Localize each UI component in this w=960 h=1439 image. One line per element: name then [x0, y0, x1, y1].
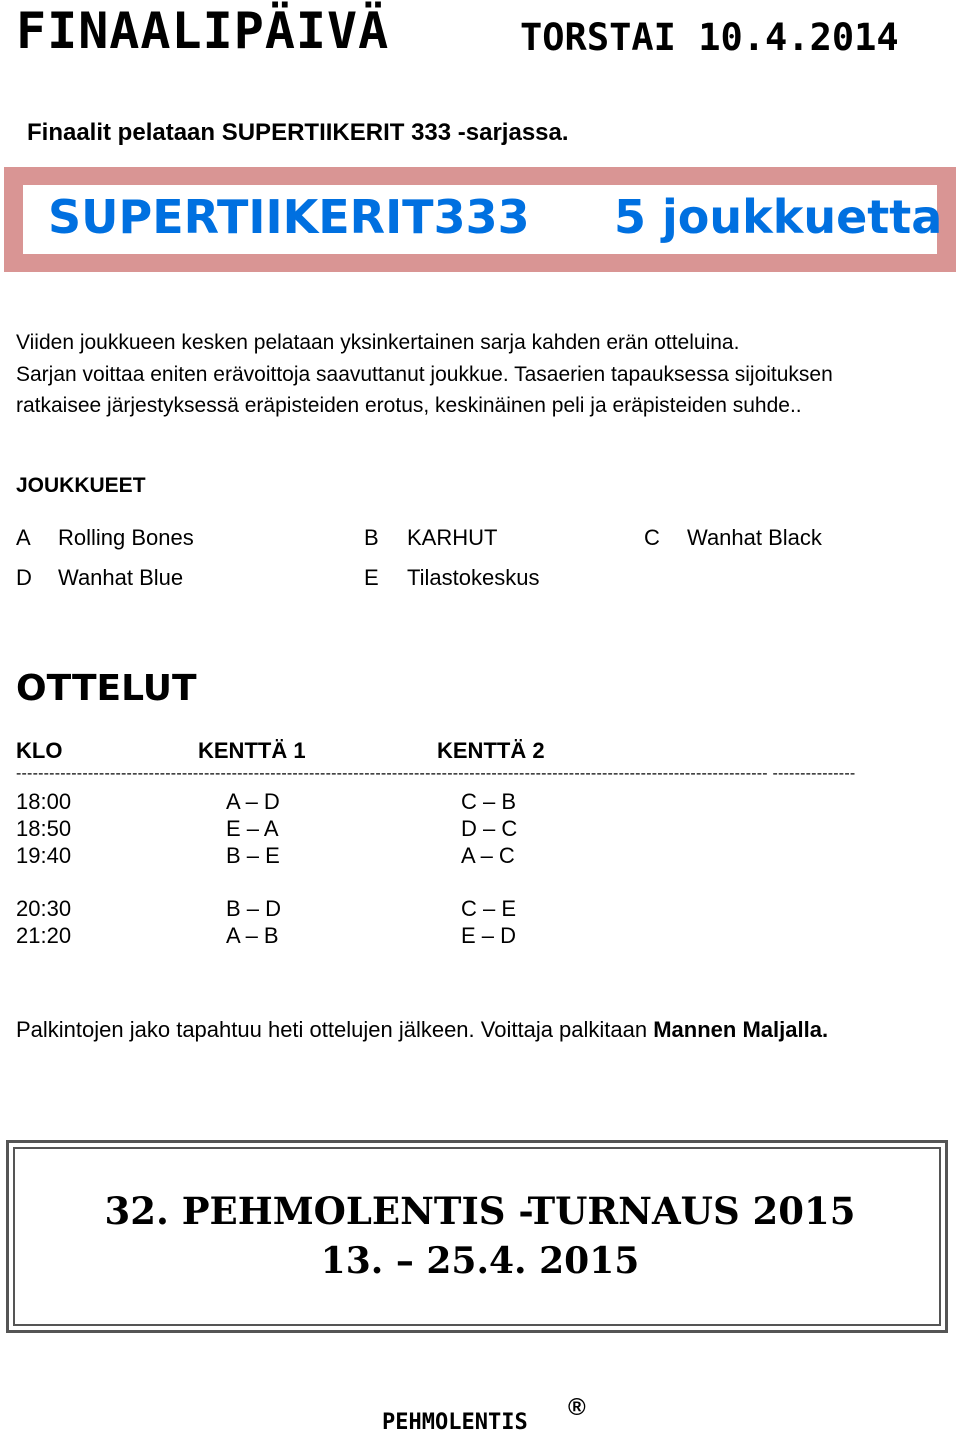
team-letter: B — [364, 525, 379, 550]
tournament-frame — [6, 1140, 948, 1333]
team-count: 5 joukkuetta — [614, 190, 943, 244]
brand-logo: PEHMOLENTIS — [382, 1410, 528, 1435]
trophy-name: Mannen Maljalla. — [653, 1017, 829, 1042]
teams-heading: JOUKKUEET — [16, 474, 146, 497]
team-name: Tilastokeskus — [407, 565, 540, 590]
team-name: Rolling Bones — [58, 525, 194, 550]
prize-text — [16, 1017, 828, 1043]
team-letter: A — [16, 525, 31, 550]
intro-text: Finaalit pelataan SUPERTIIKERIT 333 -sarjassa. — [27, 119, 569, 146]
rules-line-1: Viiden joukkueen kesken pelataan yksinkertainen sarja kahden erän otteluina. — [16, 331, 740, 354]
team-name: Wanhat Black — [687, 525, 822, 550]
match-field1: B – D — [226, 896, 282, 921]
match-field1: A – D — [226, 789, 280, 814]
match-field1: A – B — [226, 923, 279, 948]
match-time: 20:30 — [16, 896, 72, 921]
series-name: SUPERTIIKERIT333 — [48, 190, 530, 244]
rules-line-3: ratkaisee järjestyksessä eräpisteiden erotus, keskinäinen peli ja eräpisteiden suhde.. — [16, 394, 802, 417]
team-letter: D — [16, 565, 32, 590]
match-field2: C – B — [461, 789, 517, 814]
team-name: Wanhat Blue — [58, 565, 184, 590]
match-field1: E – A — [226, 816, 279, 841]
team-letter: C — [644, 525, 660, 550]
prize-sentence: Palkintojen jako tapahtuu heti ottelujen jälkeen. Voittaja palkitaan — [16, 1017, 654, 1042]
team-letter: E — [364, 565, 379, 590]
match-time: 18:50 — [16, 816, 72, 841]
match-field2: E – D — [461, 923, 517, 948]
event-date: TORSTAI 10.4.2014 — [520, 16, 899, 59]
tournament-frame-inner — [13, 1147, 941, 1326]
column-header-field1: KENTTÄ 1 — [198, 738, 306, 763]
tournament-dates: 13. – 25.4. 2015 — [320, 1240, 640, 1282]
match-time: 19:40 — [16, 843, 72, 868]
table-separator: ---------------------------------------------------------------------------------------------------------------------------------------- --------------- — [16, 765, 856, 782]
match-field2: D – C — [461, 816, 518, 841]
match-time: 18:00 — [16, 789, 72, 814]
registered-mark: ® — [568, 1394, 586, 1421]
match-field2: A – C — [461, 843, 515, 868]
match-field2: C – E — [461, 896, 517, 921]
rules-line-2: Sarjan voittaa eniten erävoittoja saavuttanut joukkue. Tasaerien tapauksessa sijoituksen — [16, 363, 833, 386]
column-header-field2: KENTTÄ 2 — [437, 738, 545, 763]
team-name: KARHUT — [407, 525, 498, 550]
column-header-time: KLO — [16, 738, 63, 763]
match-field1: B – E — [226, 843, 280, 868]
match-time: 21:20 — [16, 923, 72, 948]
matches-heading: OTTELUT — [16, 668, 197, 709]
page-title: FINAALIPÄIVÄ — [16, 2, 390, 60]
tournament-name: 32. PEHMOLENTIS -TURNAUS 2015 — [104, 1189, 856, 1233]
